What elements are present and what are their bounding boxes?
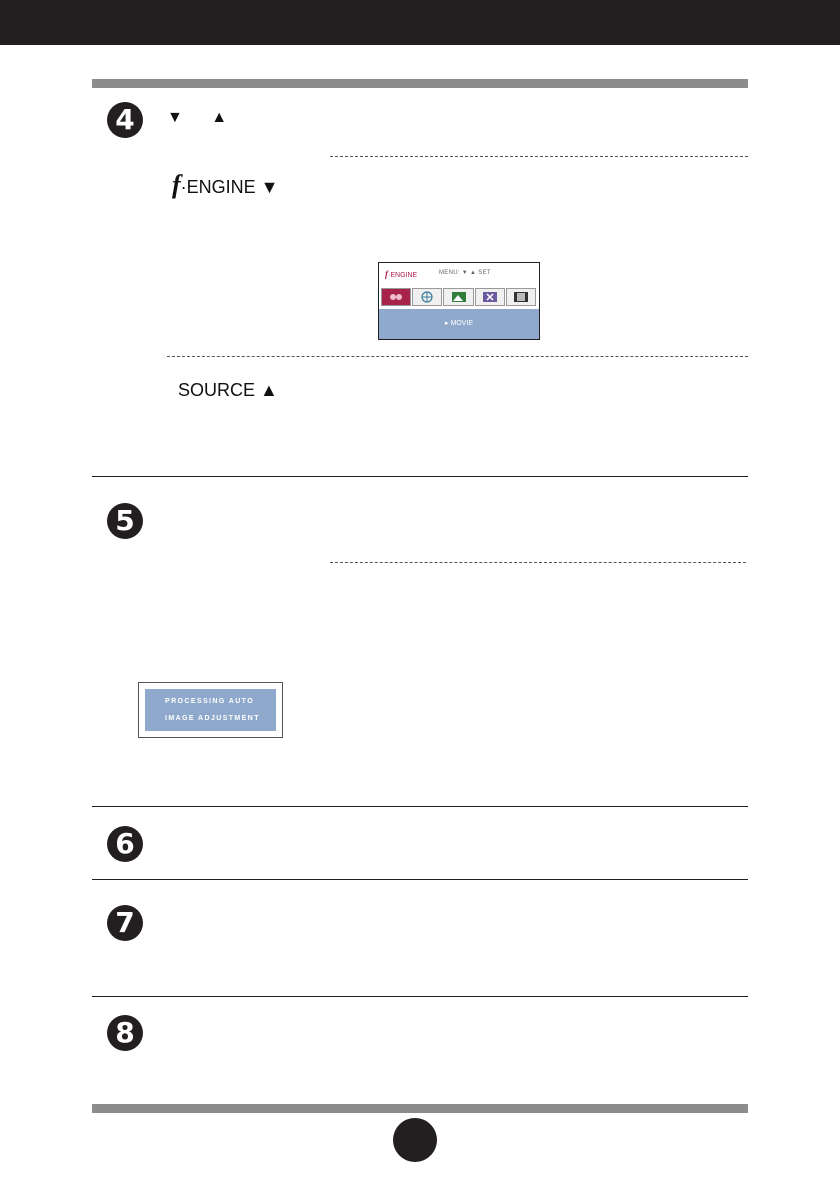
normal-icon[interactable] — [506, 288, 536, 306]
section-divider — [92, 806, 748, 807]
step-number-7: 7 — [107, 905, 143, 941]
osd-selection: ▸ MOVIE — [379, 309, 539, 339]
divider-dashed — [330, 562, 746, 563]
user-icon[interactable] — [475, 288, 505, 306]
section-divider — [92, 996, 748, 997]
fengine-text: ENGINE ▼ — [186, 177, 279, 197]
processing-line-1: PROCESSING AUTO — [165, 698, 255, 705]
step-number-5: 5 — [107, 503, 143, 539]
bottom-rule — [92, 1104, 748, 1113]
fengine-button-label: f·ENGINE ▼ — [172, 170, 279, 199]
section-divider — [92, 879, 748, 880]
processing-line-2: IMAGE ADJUSTMENT — [165, 715, 260, 722]
internet-icon[interactable] — [412, 288, 442, 306]
step-number-6: 6 — [107, 826, 143, 862]
f-logo-icon: f — [172, 170, 181, 199]
movie-icon[interactable] — [381, 288, 411, 306]
divider-dashed — [167, 356, 748, 357]
photo-icon[interactable] — [443, 288, 473, 306]
osd-title: f·ENGINE — [385, 269, 418, 279]
page-header-bar — [0, 0, 840, 45]
step-number-8: 8 — [107, 1015, 143, 1051]
divider-dashed — [330, 156, 748, 157]
osd-hint: MENU: ▼ ▲ SET — [439, 270, 491, 276]
page-number-badge — [393, 1118, 437, 1162]
top-rule — [92, 79, 748, 88]
arrow-keys-label: ▼ ▲ — [167, 109, 240, 126]
processing-message-box — [138, 682, 283, 738]
step-number-4: 4 — [107, 102, 143, 138]
fengine-osd — [378, 262, 540, 340]
section-divider — [92, 476, 748, 477]
source-button-label: SOURCE ▲ — [178, 380, 278, 400]
